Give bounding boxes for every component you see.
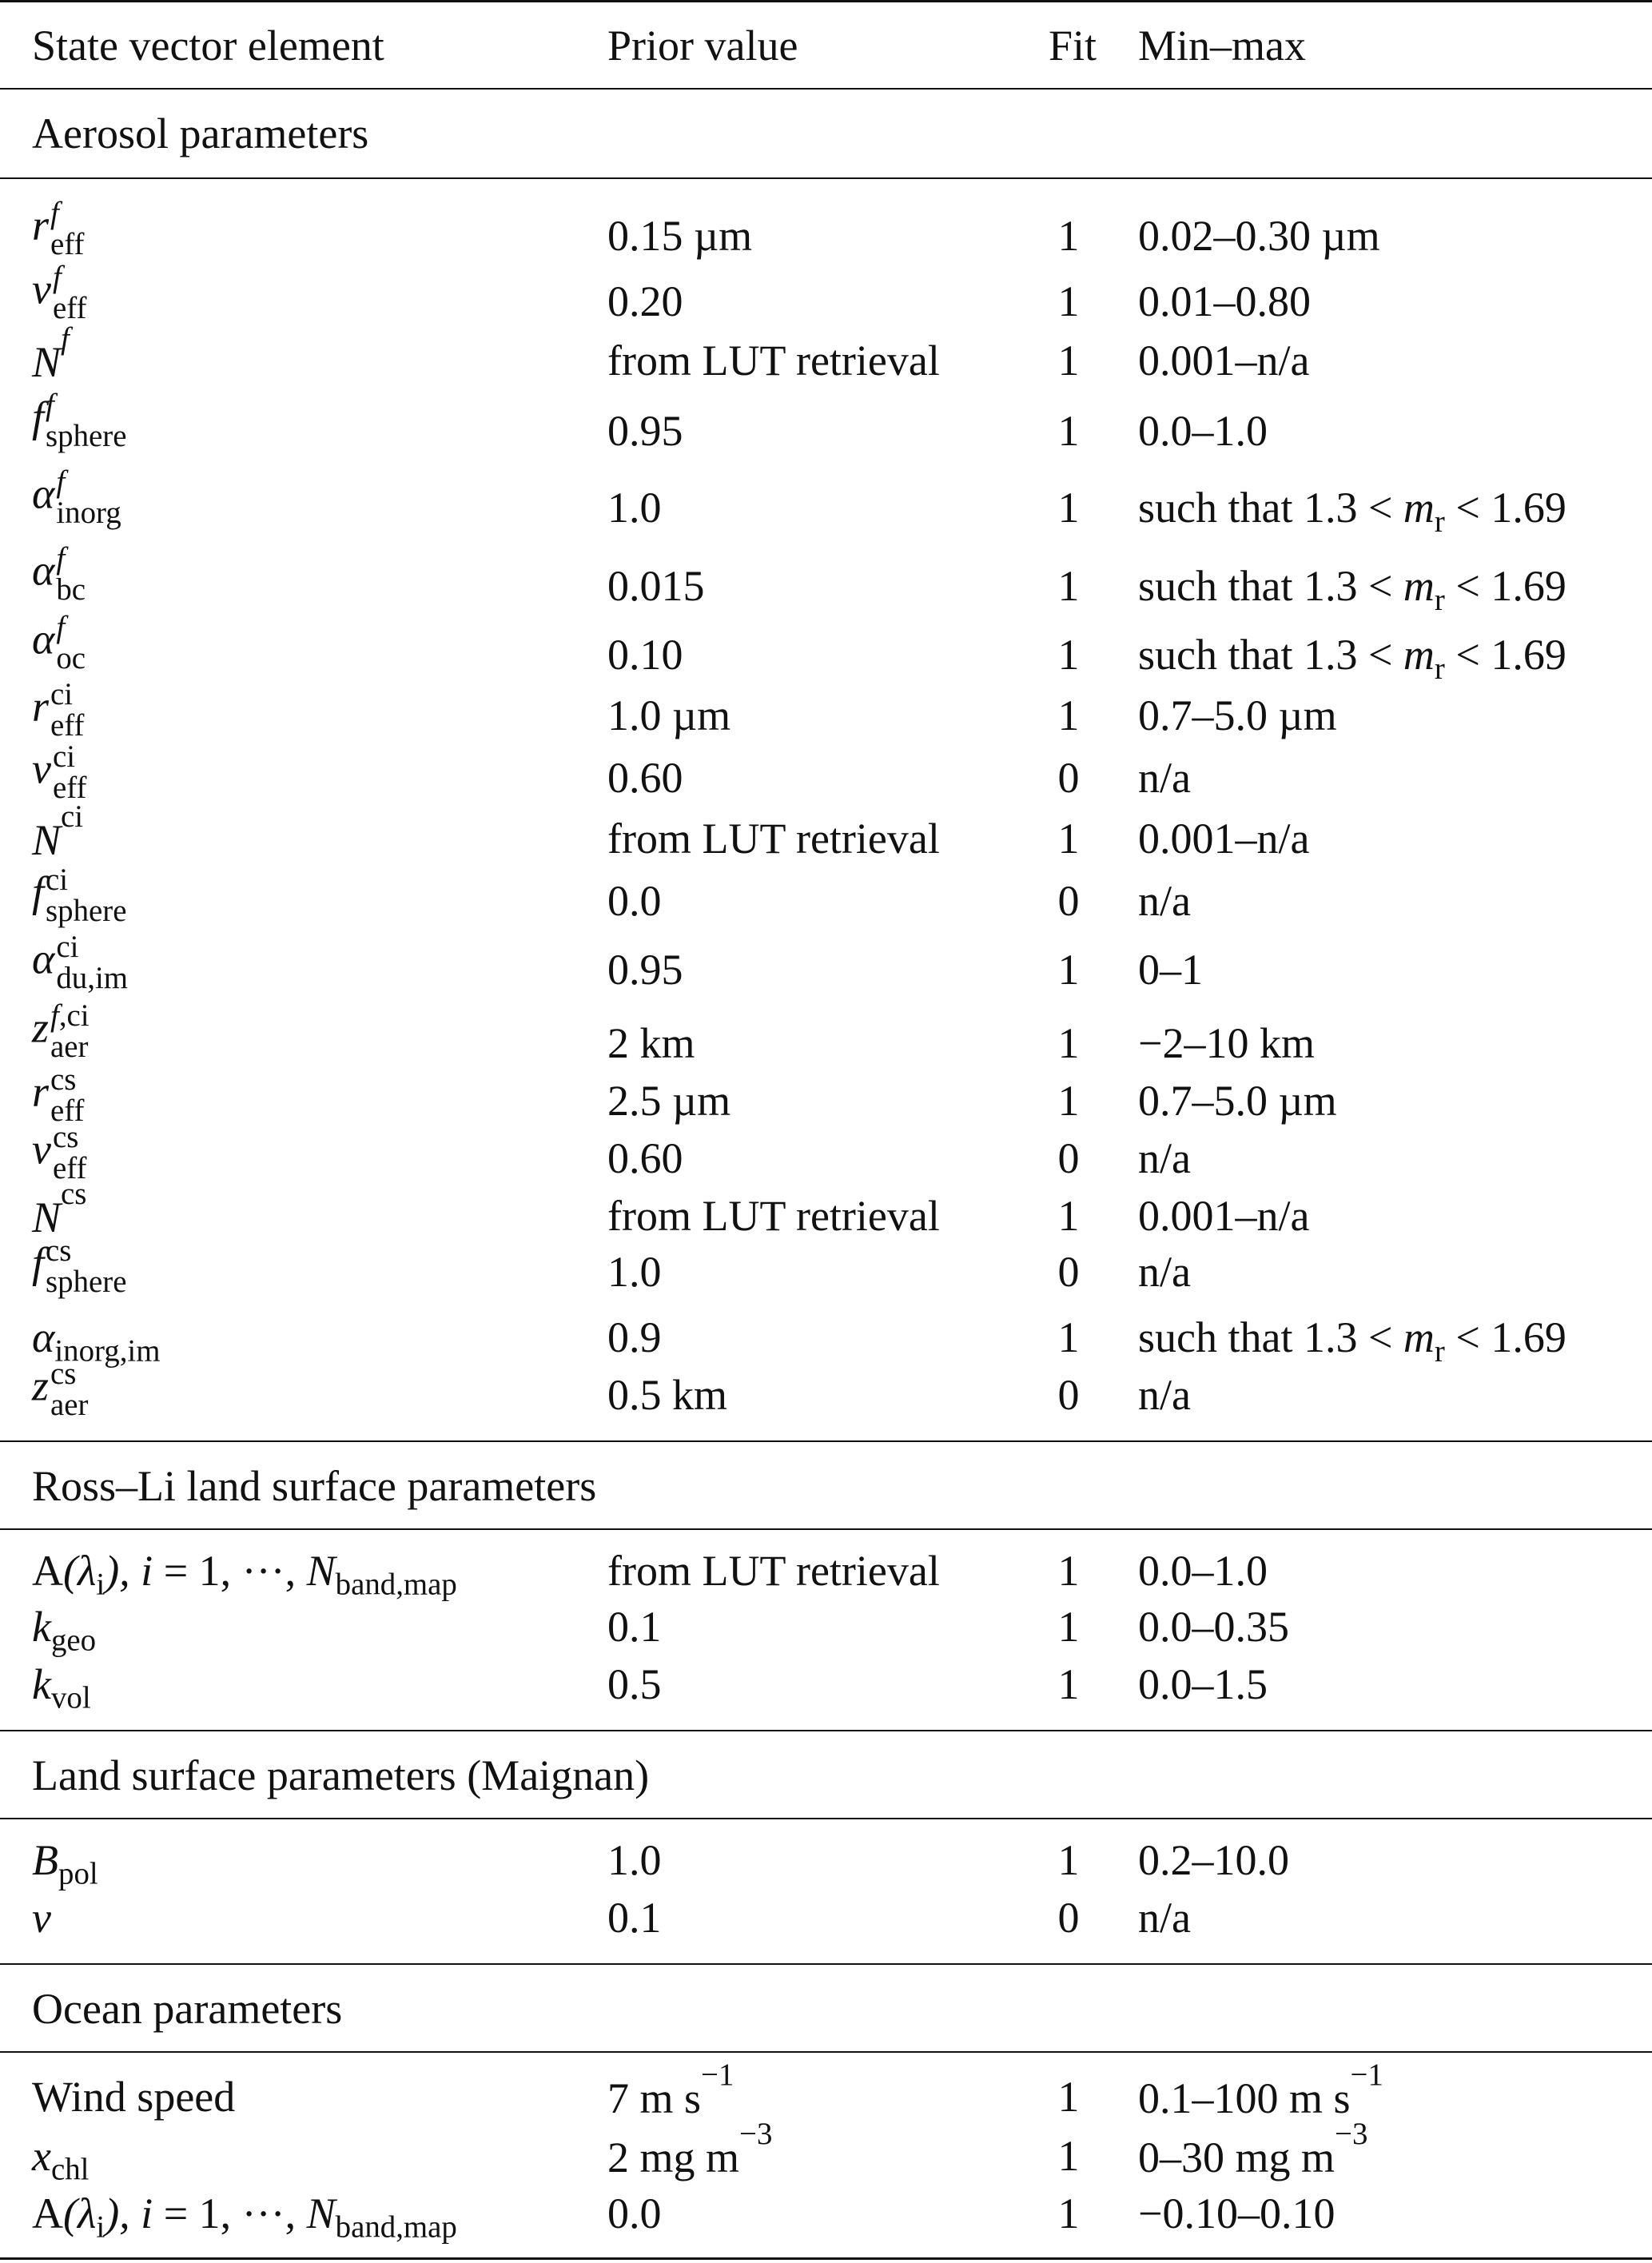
section-rule [0, 1528, 1652, 1530]
symbol-x-chl: $x_{chl}$ [32, 2132, 90, 2187]
fit-flag: 1 [1057, 407, 1080, 455]
section-title-aerosol: Aerosol parameters [32, 110, 369, 157]
range-value: n/a [1138, 1371, 1191, 1419]
prior-value: 0.60 [607, 1134, 683, 1182]
prior-value: 2.5 µm [607, 1077, 731, 1125]
prior-value: 0.5 [607, 1660, 662, 1708]
header-range: Min–max [1138, 22, 1306, 70]
prior-value: 0.95 [607, 407, 683, 455]
prior-value: 1.0 [607, 484, 662, 532]
symbol-alpha-inorg-im: $\alpha_{inorg,im}$ [32, 1313, 161, 1369]
range-value: such that $1.3 < m_r < 1.69$ [1138, 631, 1566, 686]
prior-value: 0.60 [607, 754, 683, 802]
symbol-r-eff-f: r f eff [32, 196, 85, 261]
range-value: 0.0–1.0 [1138, 1547, 1268, 1595]
prior-value: 1.0 [607, 1248, 662, 1296]
range-value: 0–30 mg $m^{-3}$ [1138, 2117, 1368, 2181]
range-value: 0.7–5.0 µm [1138, 1077, 1337, 1125]
symbol-v-eff-ci: v ci eff [32, 739, 87, 805]
range-value: such that $1.3 < m_r < 1.69$ [1138, 562, 1566, 617]
fit-flag: 0 [1057, 754, 1080, 802]
prior-value: 0.015 [607, 562, 705, 610]
prior-value: 2 km [607, 1019, 695, 1067]
symbol-k-geo: $k_{geo}$ [32, 1603, 97, 1658]
symbol-z-aer-cs: z cs aer [32, 1357, 89, 1422]
symbol-n-cs: $N^{cs}$ [32, 1177, 87, 1241]
range-value: n/a [1138, 754, 1191, 802]
symbol-albedo-band: $A(\lambda_i)$, i = 1, ···, $N_{band,map}$ [32, 1547, 457, 1602]
fit-flag: 1 [1057, 2189, 1080, 2237]
symbol-r-eff-ci: r ci eff [32, 677, 85, 743]
section-title-ocean: Ocean parameters [32, 1985, 343, 2033]
fit-flag: 1 [1057, 562, 1080, 610]
prior-value: 0.95 [607, 946, 683, 994]
prior-value: 0.5 km [607, 1371, 728, 1419]
range-value: 0.7–5.0 µm [1138, 691, 1337, 739]
prior-value: from LUT retrieval [607, 1192, 940, 1240]
symbol-n-ci: $N^{ci}$ [32, 799, 84, 864]
range-value: n/a [1138, 877, 1191, 925]
prior-value: 0.9 [607, 1313, 662, 1361]
section-rule [0, 2051, 1652, 2053]
symbol-albedo-band-ocean: $A(\lambda_i)$, i = 1, ···, $N_{band,map}$ [32, 2189, 457, 2245]
range-value: n/a [1138, 1894, 1191, 1942]
fit-flag: 1 [1057, 1192, 1080, 1240]
prior-value: 1.0 [607, 1836, 662, 1884]
prior-value: 2 mg $m^{-3}$ [607, 2117, 773, 2181]
fit-flag: 1 [1057, 277, 1080, 325]
header-fit: Fit [1049, 22, 1097, 70]
range-value: 0.02–0.30 µm [1138, 212, 1380, 260]
range-value: n/a [1138, 1248, 1191, 1296]
symbol-b-pol: $B_{pol}$ [32, 1836, 98, 1891]
section-rule [0, 1818, 1652, 1819]
range-value: n/a [1138, 1134, 1191, 1182]
fit-flag: 0 [1057, 1894, 1080, 1942]
fit-flag: 1 [1057, 946, 1080, 994]
range-value: 0.001–n/a [1138, 1192, 1310, 1240]
fit-flag: 1 [1057, 815, 1080, 863]
prior-value: 1.0 µm [607, 691, 731, 739]
prior-value: 7 m $s^{-1}$ [607, 2058, 734, 2122]
fit-flag: 1 [1057, 1547, 1080, 1595]
fit-flag: 1 [1057, 337, 1080, 384]
symbol-alpha-bc-f: α f bc [32, 541, 86, 607]
range-value: 0–1 [1138, 946, 1203, 994]
prior-value: 0.0 [607, 2189, 662, 2237]
symbol-f-sphere-ci: f ci sphere [32, 863, 127, 928]
prior-value: 0.15 µm [607, 212, 753, 260]
range-value: 0.01–0.80 [1138, 277, 1311, 325]
header-state-vector: State vector element [32, 22, 384, 70]
symbol-r-eff-cs: r cs eff [32, 1062, 85, 1128]
symbol-f-sphere-cs: f cs sphere [32, 1233, 127, 1299]
top-rule [0, 0, 1652, 2]
range-value: 0.001–n/a [1138, 815, 1310, 863]
prior-value: 0.1 [607, 1603, 662, 1651]
fit-flag: 1 [1057, 1603, 1080, 1651]
fit-flag: 1 [1057, 691, 1080, 739]
range-value: such that $1.3 < m_r < 1.69$ [1138, 1313, 1566, 1369]
symbol-alpha-oc-f: α f oc [32, 610, 86, 675]
fit-flag: 0 [1057, 1248, 1080, 1296]
fit-flag: 1 [1057, 631, 1080, 679]
prior-value: from LUT retrieval [607, 815, 940, 863]
prior-value: 0.0 [607, 877, 662, 925]
label-wind-speed: Wind speed [32, 2073, 236, 2121]
bottom-rule [0, 2257, 1652, 2260]
prior-value: 0.20 [607, 277, 683, 325]
range-value: 0.2–10.0 [1138, 1836, 1289, 1884]
section-title-maignan: Land surface parameters (Maignan) [32, 1751, 650, 1799]
symbol-z-aer-f-ci: z f,ci aer [32, 998, 90, 1064]
range-value: 0.0–0.35 [1138, 1603, 1289, 1651]
fit-flag: 1 [1057, 1660, 1080, 1708]
fit-flag: 1 [1057, 484, 1080, 532]
header-prior: Prior value [607, 22, 798, 70]
fit-flag: 1 [1057, 2073, 1080, 2121]
prior-value: 0.10 [607, 631, 683, 679]
section-rule [0, 177, 1652, 179]
prior-value: from LUT retrieval [607, 1547, 940, 1595]
range-value: 0.1–100 m $s^{-1}$ [1138, 2058, 1383, 2122]
section-rule [0, 1963, 1652, 1965]
symbol-alpha-inorg-f: α f inorg [32, 464, 121, 530]
prior-value: 0.1 [607, 1894, 662, 1942]
header-rule [0, 88, 1652, 90]
range-value: −2–10 km [1138, 1019, 1315, 1067]
symbol-nu: ν [32, 1894, 51, 1942]
fit-flag: 0 [1057, 877, 1080, 925]
symbol-n-f: $N^f$ [32, 321, 70, 386]
symbol-k-vol: $k_{vol}$ [32, 1660, 91, 1715]
symbol-v-eff-f: v f eff [32, 260, 87, 325]
range-value: −0.10–0.10 [1138, 2189, 1336, 2237]
range-value: 0.0–1.0 [1138, 407, 1268, 455]
symbol-v-eff-cs: v cs eff [32, 1120, 87, 1185]
fit-flag: 1 [1057, 1836, 1080, 1884]
section-title-ross-li: Ross–Li land surface parameters [32, 1462, 597, 1510]
fit-flag: 1 [1057, 1077, 1080, 1125]
range-value: such that $1.3 < m_r < 1.69$ [1138, 484, 1566, 539]
fit-flag: 1 [1057, 212, 1080, 260]
section-rule [0, 1440, 1652, 1442]
symbol-f-sphere-f: f f sphere [32, 388, 127, 453]
fit-flag: 1 [1057, 1019, 1080, 1067]
section-rule [0, 1730, 1652, 1731]
range-value: 0.0–1.5 [1138, 1660, 1268, 1708]
symbol-alpha-du-im-ci: α ci du,im [32, 930, 128, 995]
fit-flag: 1 [1057, 2132, 1080, 2180]
range-value: 0.001–n/a [1138, 337, 1310, 384]
fit-flag: 0 [1057, 1371, 1080, 1419]
fit-flag: 0 [1057, 1134, 1080, 1182]
fit-flag: 1 [1057, 1313, 1080, 1361]
prior-value: from LUT retrieval [607, 337, 940, 384]
